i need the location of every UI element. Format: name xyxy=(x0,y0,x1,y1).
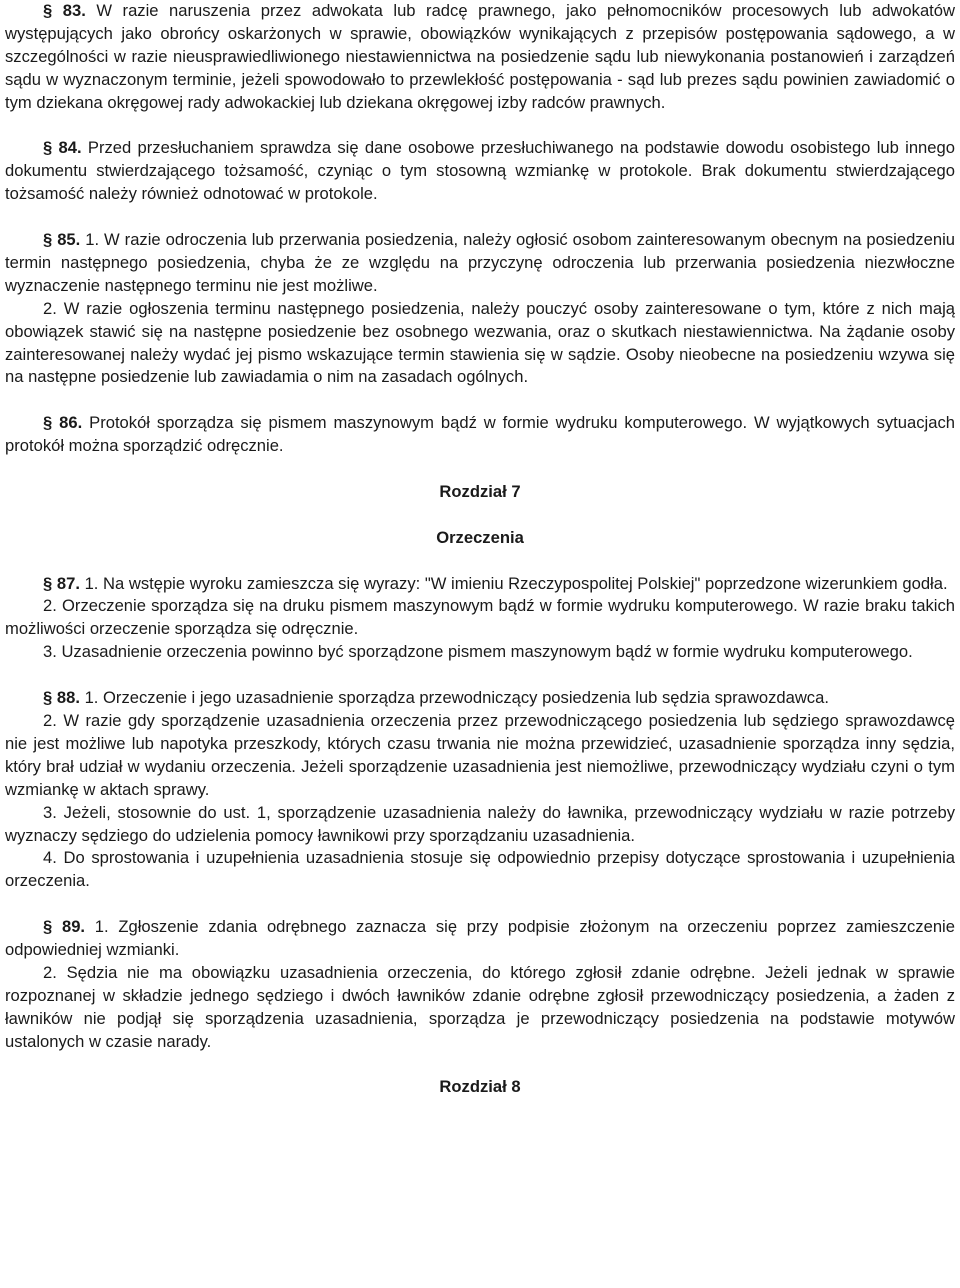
paragraph-88-item-1-text: 1. Orzeczenie i jego uzasadnienie sporządza przewodniczący posiedzenia lub sędzia sprawozdawca. xyxy=(84,688,829,708)
paragraph-83-text: W razie naruszenia przez adwokata lub radcę prawnego, jako pełnomocników procesowych lub adwokatów występujących jako obrońcy oskarżonych w sprawie, obowiązków wynikających z przepisów postępowania sądowego, a w szczególności w razie nieusprawiedliwionego niestawiennictwa na posiedzenie sądu lub niewykonania postanowień i zarządzeń sądu w wyznaczonym terminie, jeżeli spowodowało to przewlekłość postępowania - sąd lub prezes sądu powinien zawiadomić o tym dziekana okręgowej rady adwokackiej lub dziekana okręgowej izby radców prawnych. xyxy=(5,1,955,112)
paragraph-87-item-3: 3. Uzasadnienie orzeczenia powinno być sporządzone pismem maszynowym bądź w formie wydruku komputerowego. xyxy=(43,642,913,662)
section-number-89: § 89. xyxy=(43,917,86,937)
paragraph-89-item-1 xyxy=(5,916,955,962)
paragraph-85-item-1 xyxy=(5,229,955,298)
paragraph-86 xyxy=(5,412,955,458)
paragraph-89-item-2: 2. Sędzia nie ma obowiązku uzasadnienia orzeczenia, do którego zgłosił zdanie odrębne. Jeżeli jednak w sprawie rozpoznanej w składzie jednego sędziego i dwóch ławników zdanie odrębne zgłosił przewodniczący posiedzenia, a żaden z ławników nie podjął się sporządzenia uzasadnienia, sporządza je przewodniczący posiedzenia na podstawie motywów ustalonych w czasie narady. xyxy=(5,962,955,1051)
spacer xyxy=(5,664,955,687)
section-number-88: § 88. xyxy=(43,688,80,708)
paragraph-89-item-1-text: 1. Zgłoszenie zdania odrębnego zaznacza się przy podpisie złożonym na orzeczeniu poprzez zamieszczenie odpowiedniej wzmianki. xyxy=(5,917,955,960)
paragraph-85-item-1-text: 1. W razie odroczenia lub przerwania posiedzenia, należy ogłosić osobom zainteresowanym obecnym na posiedzeniu termin następnego posiedzenia, chyba że ze względu na przyczynę odroczenia lub przerwania posiedzenia niezwłoczne wyznaczenie następnego terminu nie jest możliwe. xyxy=(5,230,955,295)
paragraph-87-item-2: 2. Orzeczenie sporządza się na druku pismem maszynowym bądź w formie wydruku komputerowego. W razie braku takich możliwości orzeczenie sporządza się odręcznie. xyxy=(5,596,955,639)
chapter-8-label: Rozdział 8 xyxy=(439,1077,521,1097)
paragraph-84-text: Przed przesłuchaniem sprawdza się dane osobowe przesłuchiwanego na podstawie dowodu osobistego lub innego dokumentu stwierdzającego tożsamość, czyniąc o tym stosowną wzmiankę w protokole. Brak dokumentu stwierdzającego tożsamość należy również odnotować w protokole. xyxy=(5,138,955,204)
section-number-86: § 86. xyxy=(43,413,83,433)
spacer xyxy=(5,893,955,916)
spacer xyxy=(5,389,955,412)
spacer xyxy=(5,115,955,138)
section-number-83: § 83. xyxy=(43,1,86,20)
section-number-85: § 85. xyxy=(43,230,81,250)
paragraph-88-item-3: 3. Jeżeli, stosownie do ust. 1, sporządzenie uzasadnienia należy do ławnika, przewodniczący wydziału w razie potrzeby wyznaczy sędziego do udzielenia pomocy ławnikowi przy sporządzaniu uzasadnienia. xyxy=(5,802,955,845)
paragraph-88-item-4: 4. Do sprostowania i uzupełnienia uzasadnienia stosuje się odpowiednio przepisy dotyczące sprostowania i uzupełnienia orzeczenia. xyxy=(5,848,955,891)
paragraph-84 xyxy=(5,137,955,206)
paragraph-87-item-1 xyxy=(5,573,955,596)
paragraph-83 xyxy=(5,0,955,115)
section-number-84: § 84. xyxy=(43,138,82,158)
paragraph-86-text: Protokół sporządza się pismem maszynowym bądź w formie wydruku komputerowego. W wyjątkowych sytuacjach protokół można sporządzić odręcznie. xyxy=(5,413,955,456)
spacer xyxy=(5,206,955,229)
chapter-7-label: Rozdział 7 xyxy=(439,481,521,501)
spacer xyxy=(5,1054,955,1077)
spacer xyxy=(5,504,955,527)
paragraph-85-item-2: 2. W razie ogłoszenia terminu następnego posiedzenia, należy pouczyć osoby zainteresowane o tym, które z nich mają obowiązek stawić się na następne posiedzenie bez osobnego wezwania, oraz o skutkach niestawiennictwa. Na żądanie osoby zainteresowanej należy wydać jej pismo wskazujące termin stawienia się w sądzie. Osoby nieobecne na posiedzeniu wzywa się na następne posiedzenie lub zawiadamia o nim na zasadach ogólnych. xyxy=(5,298,955,387)
spacer xyxy=(5,550,955,573)
spacer xyxy=(5,458,955,481)
chapter-7-title: Orzeczenia xyxy=(436,527,524,547)
paragraph-88-item-2: 2. W razie gdy sporządzenie uzasadnienia orzeczenia przez przewodniczącego posiedzenia lub sędziego sprawozdawcę nie jest możliwe lub napotyka przeszkody, których czasu trwania nie można przewidzieć, uzasadnienie sporządza inny sędzia, który brał udział w wydaniu orzeczenia. Jeżeli sporządzenie uzasadnienia jest niemożliwe, przewodniczący wydziału czyni o tym wzmiankę w aktach sprawy. xyxy=(5,710,955,799)
section-number-87: § 87. xyxy=(43,573,80,593)
paragraph-87-item-1-text: 1. Na wstępie wyroku zamieszcza się wyrazy: "W imieniu Rzeczypospolitej Polskiej" poprzedzone wizerunkiem godła. xyxy=(84,573,948,593)
document-page xyxy=(5,0,955,1099)
paragraph-88-item-1 xyxy=(5,687,955,710)
